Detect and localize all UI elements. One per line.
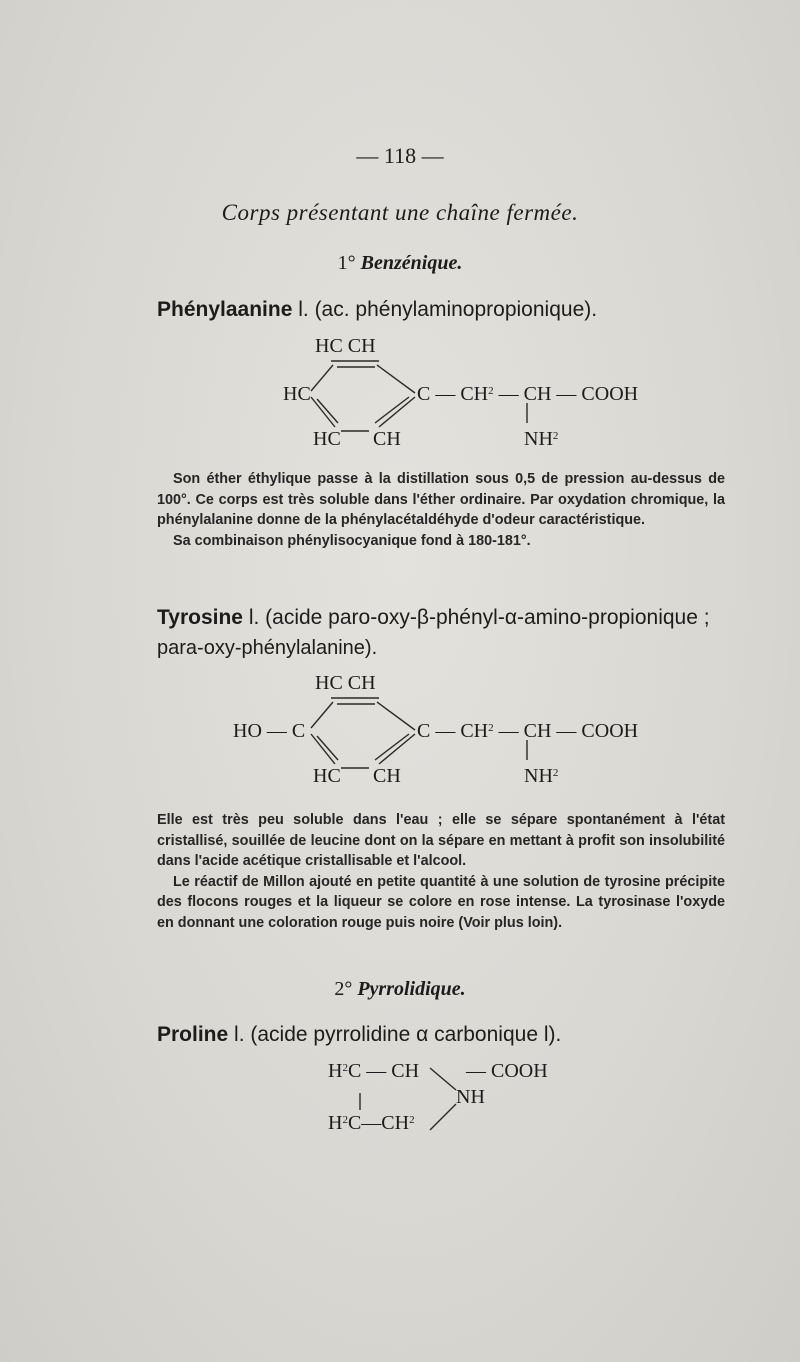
formula-left: HC [283,383,311,405]
formula-bottom-right: CH [373,428,401,450]
compound-name: Proline [157,1023,229,1046]
paragraph: Elle est très peu soluble dans l'eau ; elle se sépare spontanément à l'état cristallisé, souillée de leucine dont on la sépare en mettant à profit son insolubilité dans l'acide acétique cristallisable et l'alcool. [157,812,725,870]
phenylalanine-description [157,469,725,551]
compound-title-proline [157,1023,561,1047]
tyrosine-description [157,810,725,934]
formula-amine: $NH^2$ [524,428,559,450]
formula-bottom-left: HC [313,428,341,450]
formula-bottom-left: HC [313,765,341,787]
subsection-number: 1° [337,252,356,274]
subsection-heading-benzenique [0,252,800,275]
formula-top: HC CH [315,672,376,694]
paragraph: Sa combinaison phénylisocyanique fond à 180-181°. [173,532,531,549]
subsection-title: Benzénique. [360,252,463,274]
structural-formula-proline [328,1060,568,1150]
structural-formula-phenylalanine [283,335,663,455]
formula-amine: $NH^2$ [524,765,559,787]
subsection-number: 2° [334,978,353,1000]
compound-subtitle: l. (acide paro-oxy-β-phényl-α-amino-propionique ; [248,606,710,629]
compound-subtitle: para-oxy-phénylalanine). [157,637,378,659]
compound-title-phenylalanine [157,298,597,322]
compound-name: Tyrosine [157,606,243,629]
subsection-title: Pyrrolidique. [357,978,466,1000]
subsection-heading-pyrrolidique [0,978,800,1001]
compound-subtitle: l. (ac. phénylaminopropionique). [298,298,598,321]
formula-top: HC CH [315,335,376,357]
formula-nh: NH [456,1086,485,1108]
formula-row1: $H^2C$ — CH [328,1060,420,1082]
compound-name: Phénylaanine [157,298,293,321]
formula-row2: $H^2C—CH^2$ [328,1112,415,1134]
compound-subtitle-line2 [157,637,377,660]
formula-left: HO — C [233,720,306,742]
formula-cooh: — COOH [466,1060,548,1082]
structural-formula-tyrosine [233,672,653,792]
formula-chain: C — $CH^2$ — CH — COOH [417,383,639,405]
formula-bottom-right: CH [373,765,401,787]
paragraph: Son éther éthylique passe à la distillation sous 0,5 de pression au-dessus de 100°. Ce corps est très soluble dans l'éther ordinaire. Par oxydation chromique, la phénylalanine donne de la phénylacétaldéhyde d'odeur caractéristique. [157,471,725,529]
compound-title-tyrosine [157,606,710,630]
page-number: — 118 — [356,143,444,168]
formula-chain: C — $CH^2$ — CH — COOH [417,720,639,742]
compound-subtitle: l. (acide pyrrolidine α carbonique l). [234,1023,562,1046]
section-heading: Corps présentant une chaîne fermée. [221,200,579,225]
paragraph: Le réactif de Millon ajouté en petite quantité à une solution de tyrosine précipite des flocons rouges et la liqueur se colore en rose intense. La tyrosinase l'oxyde en donnant une coloration rouge puis noire (Voir plus loin). [157,873,725,931]
